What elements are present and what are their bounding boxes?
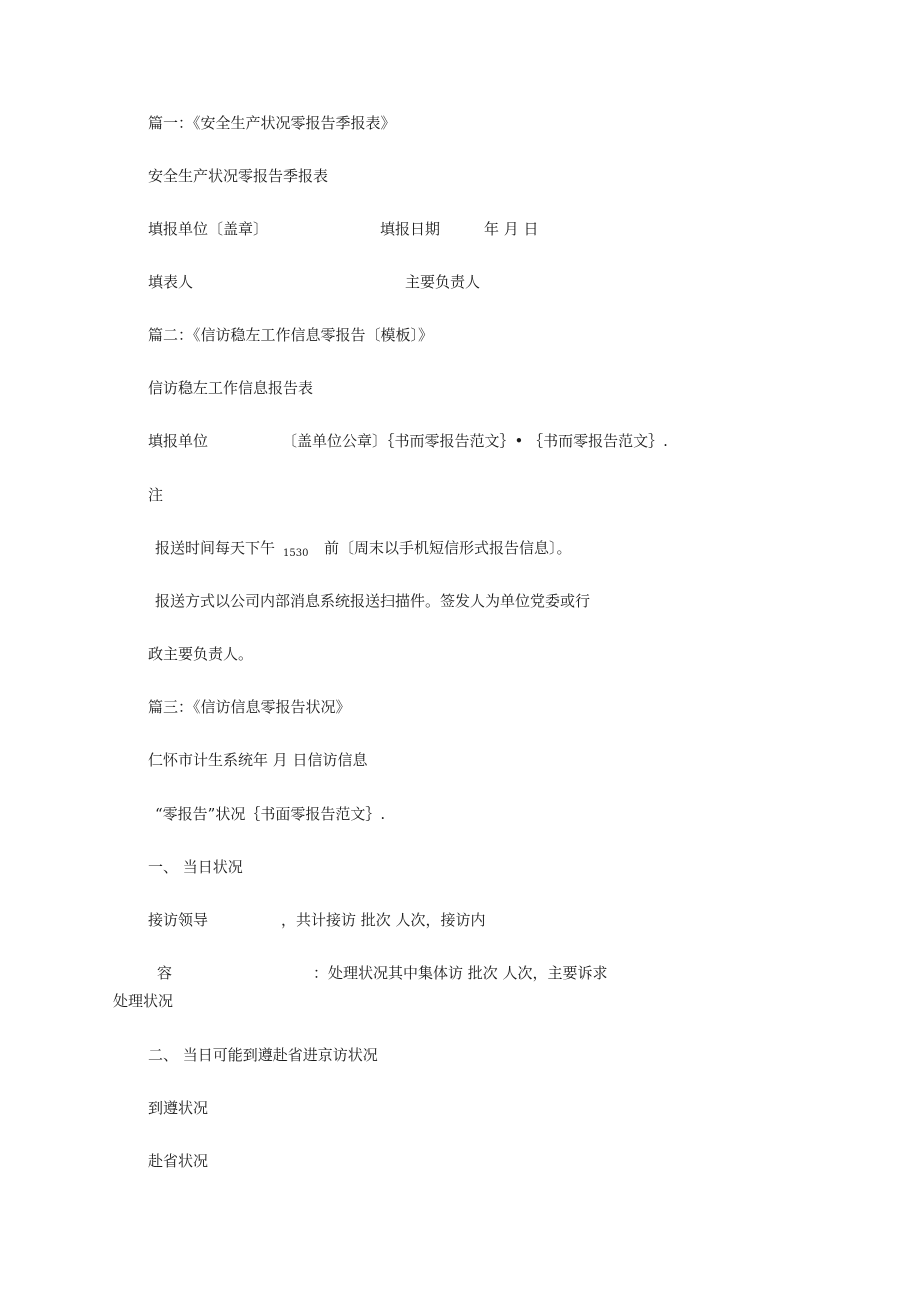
fill-unit-label: 填报单位〔盖章〕 [148,220,269,238]
section-2-subtitle: 信访稳左工作信息报告表 [148,379,314,397]
to-province-status: 赴省状况 [148,1152,209,1170]
note-1-text-b: 前〔周末以手机短信形式报告信息〕。 [324,539,572,557]
note-1 [155,538,655,558]
section-3-title: 篇三：《信访信息零报告状况》 [148,698,351,716]
content-label: 容 [157,964,173,982]
section-1-subtitle: 安全生产状况零报告季报表 [148,167,329,185]
handling-status: 处理状况 [113,992,174,1010]
report-unit-stamp: 〔盖单位公章〕｛书而零报告范文｝• ｛书而零报告范文｝. [282,432,668,450]
fill-date-label: 填报日期 [380,220,441,238]
filler-label: 填表人 [148,273,194,291]
reception-leader-label: 接访领导 [148,911,209,929]
section-1-filler-row [148,272,568,292]
report-unit-label: 填报单位 [148,432,209,450]
content-row [157,963,637,983]
reception-row [148,910,548,930]
reception-count: ，共计接访 批次 人次，接访内 [281,911,486,929]
section-2-title: 篇二：《信访稳左工作信息零报告〔模板〕》 [148,326,434,344]
section-2-unit-row [148,431,708,451]
to-zunyi-status: 到遵状况 [148,1099,209,1117]
note-1-time: 1530 [283,548,309,559]
note-label: 注 [148,486,164,504]
section-3-line-1: 仁怀市计生系统年 月 日信访信息 [148,751,368,769]
heading-petition-status: 二、 当日可能到遵赴省进京访状况 [148,1046,378,1064]
section-1-unit-row [148,219,568,239]
note-2-continued: 政主要负责人。 [148,645,254,663]
note-1-text-a: 报送时间每天下午 [155,539,276,557]
section-1-title: 篇一：《安全生产状况零报告季报表》 [148,114,396,132]
fill-date-ymd: 年 月 日 [484,220,539,238]
content-detail: ：处理状况其中集体访 批次 人次，主要诉求 [313,964,608,982]
note-2: 报送方式以公司内部消息系统报送扫描件。签发人为单位党委或行 [155,592,591,610]
heading-today-status: 一、 当日状况 [148,858,243,876]
leader-label: 主要负责人 [405,273,481,291]
section-3-line-2: “零报告”状况｛书面零报告范文｝. [155,805,386,823]
